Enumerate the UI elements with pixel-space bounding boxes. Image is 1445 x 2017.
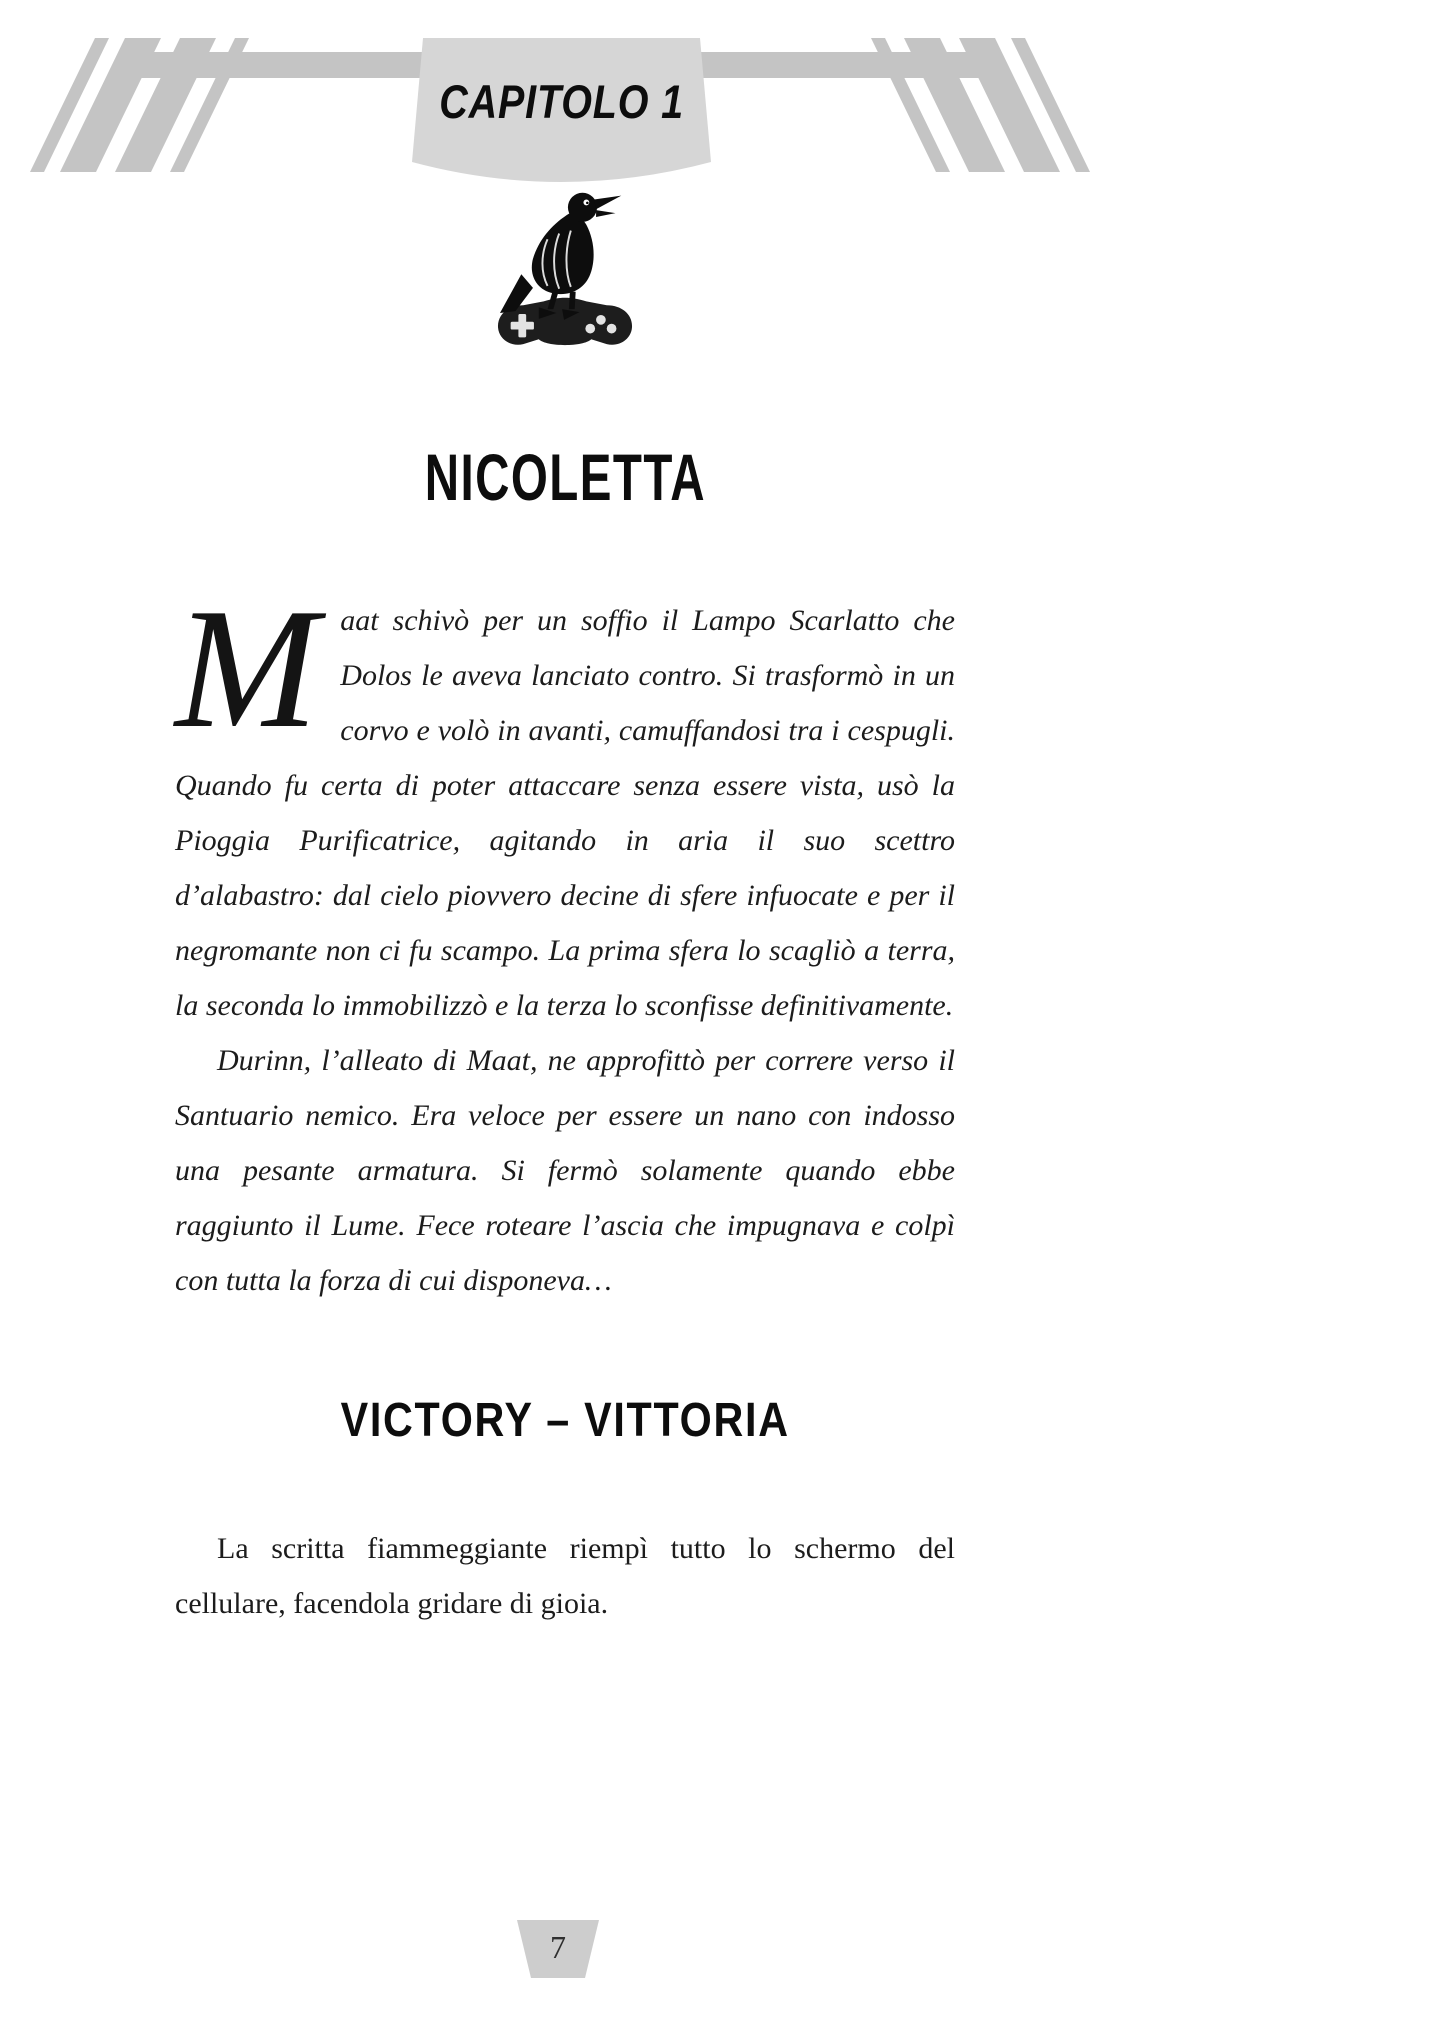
chapter-title (175, 440, 955, 514)
page-number-tab (516, 1920, 600, 1978)
chapter-title-text: NICOLETTA (424, 440, 706, 514)
page-number: 7 (550, 1929, 566, 1965)
paragraph-2: Durinn, l’alleato di Maat, ne approfittò per correre verso il Santuario nemico. Era veloce per essere un nano con indosso una pesante armatura. Si fermò solamente quando ebbe raggiunto il Lume. Fece roteare l’ascia che impugnava e colpì con tutta la forza di cui disponeva… (175, 1044, 955, 1297)
paragraph-1-text: aat schivò per un soffio il Lampo Scarlatto che Dolos le aveva lanciato contro. Si trasformò in un corvo e volò in avanti, camuffandosi tra i cespugli. Quando fu certa di poter attaccare senza essere vista, usò la Pioggia Purificatrice, agitando in aria il suo scettro d’alabastro: dal cielo piovvero decine di sfere infuocate e per il negromante non ci fu scampo. La prima sfera lo scagliò a terra, la seconda lo immobilizzò e la terza lo sconfisse definitivamente. (175, 604, 955, 1022)
paragraph-3: La scritta fiammeggiante riempì tutto lo schermo del cellulare, facendola gridare di gioia. (175, 1532, 955, 1620)
section-heading-text: VICTORY – VITTORIA (340, 1394, 790, 1447)
paragraph-1 (175, 574, 955, 1033)
chapter-label: CAPITOLO 1 (439, 75, 685, 128)
crow-on-game-controller-icon (490, 183, 640, 348)
chapter-illustration (175, 183, 955, 351)
section-heading (175, 1393, 955, 1448)
page-content (175, 183, 955, 1631)
dropcap: M (175, 574, 319, 764)
chapter-banner (410, 74, 714, 129)
